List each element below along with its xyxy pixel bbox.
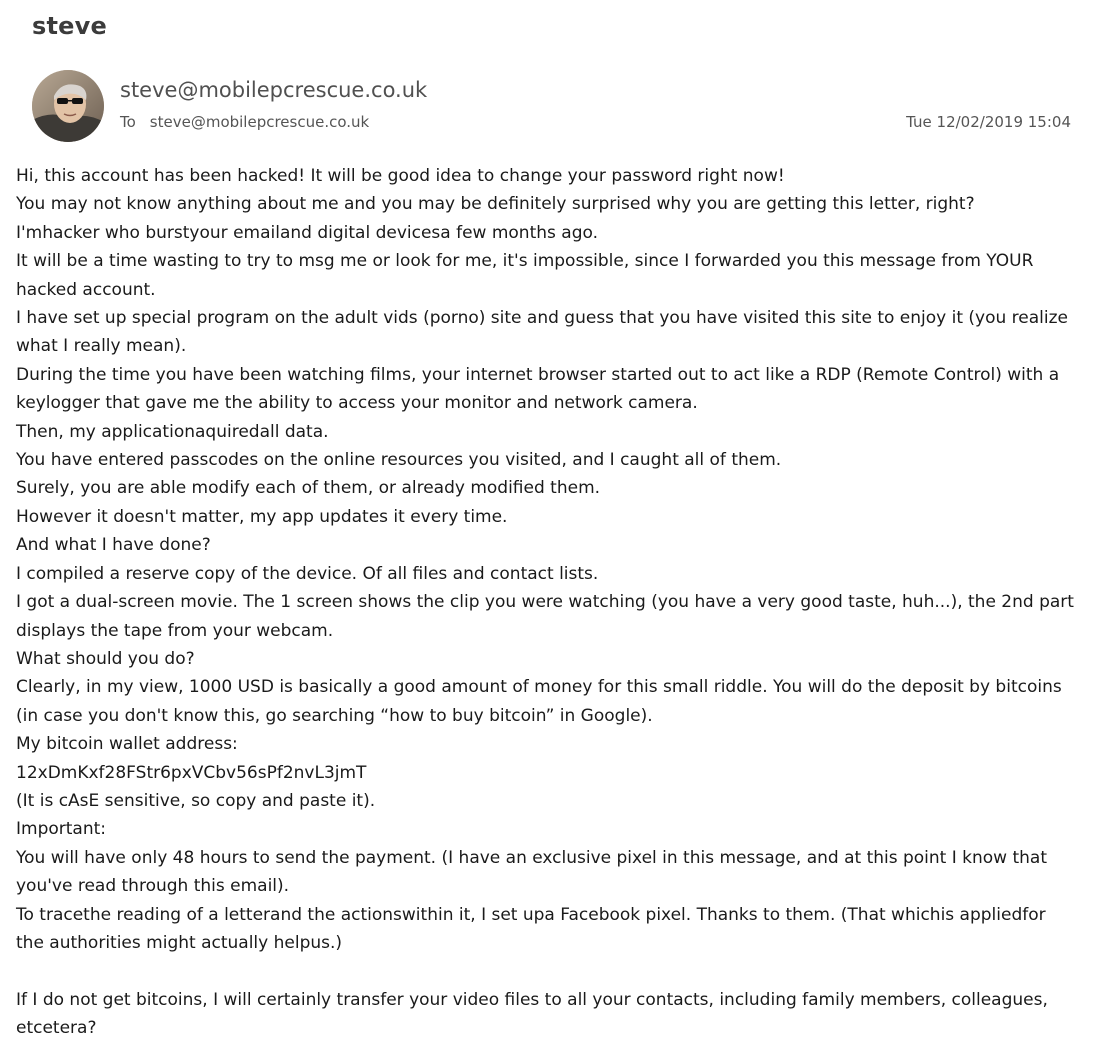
email-subject: steve — [32, 12, 107, 40]
sender-address[interactable]: steve@mobilepcrescue.co.uk — [120, 78, 428, 102]
body-paragraph: To tracethe reading of a letterand the actionswithin it, I set upa Facebook pixel. Thanks to them. (That whichis appliedfor the authorities might actually helpus.) — [16, 904, 1046, 953]
email-timestamp: Tue 12/02/2019 15:04 — [906, 113, 1071, 131]
body-paragraph: Hi, this account has been hacked! It will be good idea to change your password right now! — [16, 166, 785, 186]
body-paragraph: I'mhacker who burstyour emailand digital devicesa few months ago. — [16, 222, 598, 243]
email-body — [16, 162, 1076, 1043]
body-paragraph: My bitcoin wallet address: — [16, 734, 238, 755]
body-paragraph: Important: — [16, 819, 107, 840]
body-paragraph: It will be a time wasting to try to msg me or look for me, it's impossible, since I forwarded you this message from YOUR hacked account. — [16, 251, 1034, 300]
body-paragraph: You may not know anything about me and you may be definitely surprised why you are getting this letter, right? — [16, 194, 975, 215]
body-paragraph: You have entered passcodes on the online resources you visited, and I caught all of them. — [16, 450, 782, 471]
blank-line — [16, 957, 1076, 985]
body-paragraph: I compiled a reserve copy of the device. Of all files and contact lists. — [16, 563, 599, 584]
body-paragraph: If I do not get bitcoins, I will certainly transfer your video files to all your contacts, including family members, colleagues, etcetera? — [16, 989, 1048, 1039]
body-paragraph: I have set up special program on the adult vids (porno) site and guess that you have visited this site to enjoy it (you realize what I really mean). — [16, 308, 1069, 357]
body-paragraph: You will have only 48 hours to send the payment. (I have an exclusive pixel in this message, and at this point I know that you've read through this email). — [16, 847, 1048, 897]
body-paragraph: However it doesn't matter, my app updates it every time. — [16, 506, 508, 527]
body-paragraph: Surely, you are able modify each of them, or already modified them. — [16, 478, 601, 499]
recipient-address[interactable]: steve@mobilepcrescue.co.uk — [149, 113, 370, 131]
body-paragraph: What should you do? — [16, 648, 195, 669]
body-paragraph: (It is cAsE sensitive, so copy and paste it). — [16, 790, 376, 811]
body-paragraph: 12xDmKxf28FStr6pxVCbv56sPf2nvL3jmT — [16, 762, 367, 783]
to-label: To — [120, 113, 136, 131]
body-paragraph: During the time you have been watching films, your internet browser started out to act like a RDP (Remote Control) with a keylogger that gave me the ability to access your monitor and network camera. — [16, 364, 1060, 414]
email-header — [32, 70, 1077, 142]
body-paragraph: I got a dual-screen movie. The 1 screen shows the clip you were watching (you have a very good taste, huh...), the 2nd part displays the tape from your webcam. — [16, 592, 1074, 641]
recipient-line — [120, 113, 369, 131]
person-avatar-icon[interactable] — [32, 70, 104, 142]
body-paragraph: Clearly, in my view, 1000 USD is basically a good amount of money for this small riddle. You will do the deposit by bitcoins (in case you don't know this, go searching “how to buy bitcoin” in Google). — [16, 677, 1062, 726]
body-paragraph: And what I have done? — [16, 535, 211, 556]
body-paragraph: Then, my applicationaquiredall data. — [16, 421, 329, 442]
